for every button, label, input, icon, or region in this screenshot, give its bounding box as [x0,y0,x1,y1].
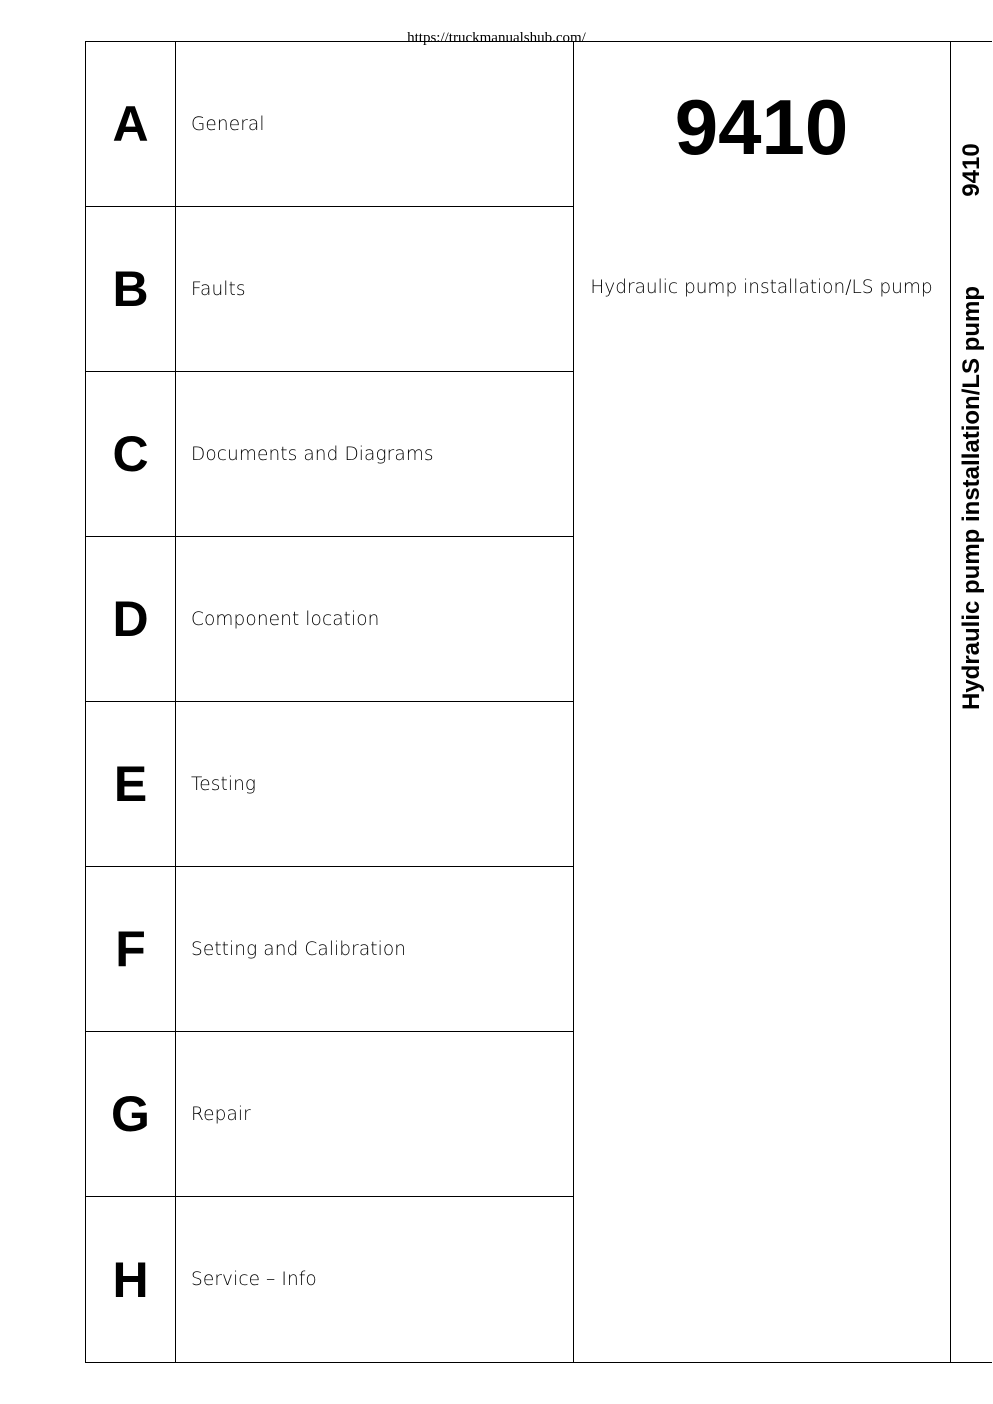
section-letter: H [86,1197,176,1362]
section-row-g[interactable] [86,1032,573,1197]
spine-title: Hydraulic pump installation/LS pump [958,285,985,711]
section-label: Documents and Diagrams [191,443,434,465]
section-row-h[interactable] [86,1197,573,1362]
tab-index-frame [85,41,992,1363]
manual-number: 9410 [674,83,849,171]
section-letter: G [86,1032,176,1196]
section-label: Setting and Calibration [191,938,407,960]
section-label: General [191,113,265,135]
section-row-d[interactable] [86,537,573,702]
section-row-c[interactable] [86,372,573,537]
source-url: https://truckmanualshub.com/ [407,30,586,46]
section-label: Repair [191,1103,251,1125]
section-label: Service – Info [191,1269,317,1290]
section-label: Faults [191,278,246,300]
section-letter: B [86,207,176,371]
section-letter: F [86,867,176,1031]
section-letter: D [86,537,176,701]
section-tab-list [86,42,574,1362]
section-letter: E [86,702,176,866]
title-panel [573,42,950,1362]
manual-title: Hydraulic pump installation/LS pump [590,277,933,298]
section-row-b[interactable] [86,207,573,372]
section-label: Testing [191,773,257,795]
section-label: Component location [191,608,380,630]
section-letter: C [86,372,176,536]
spine-label [950,42,993,1362]
spine-number: 9410 [958,143,985,197]
section-letter: A [86,42,176,206]
section-row-e[interactable] [86,702,573,867]
section-row-f[interactable] [86,867,573,1032]
section-row-a[interactable] [86,42,573,207]
